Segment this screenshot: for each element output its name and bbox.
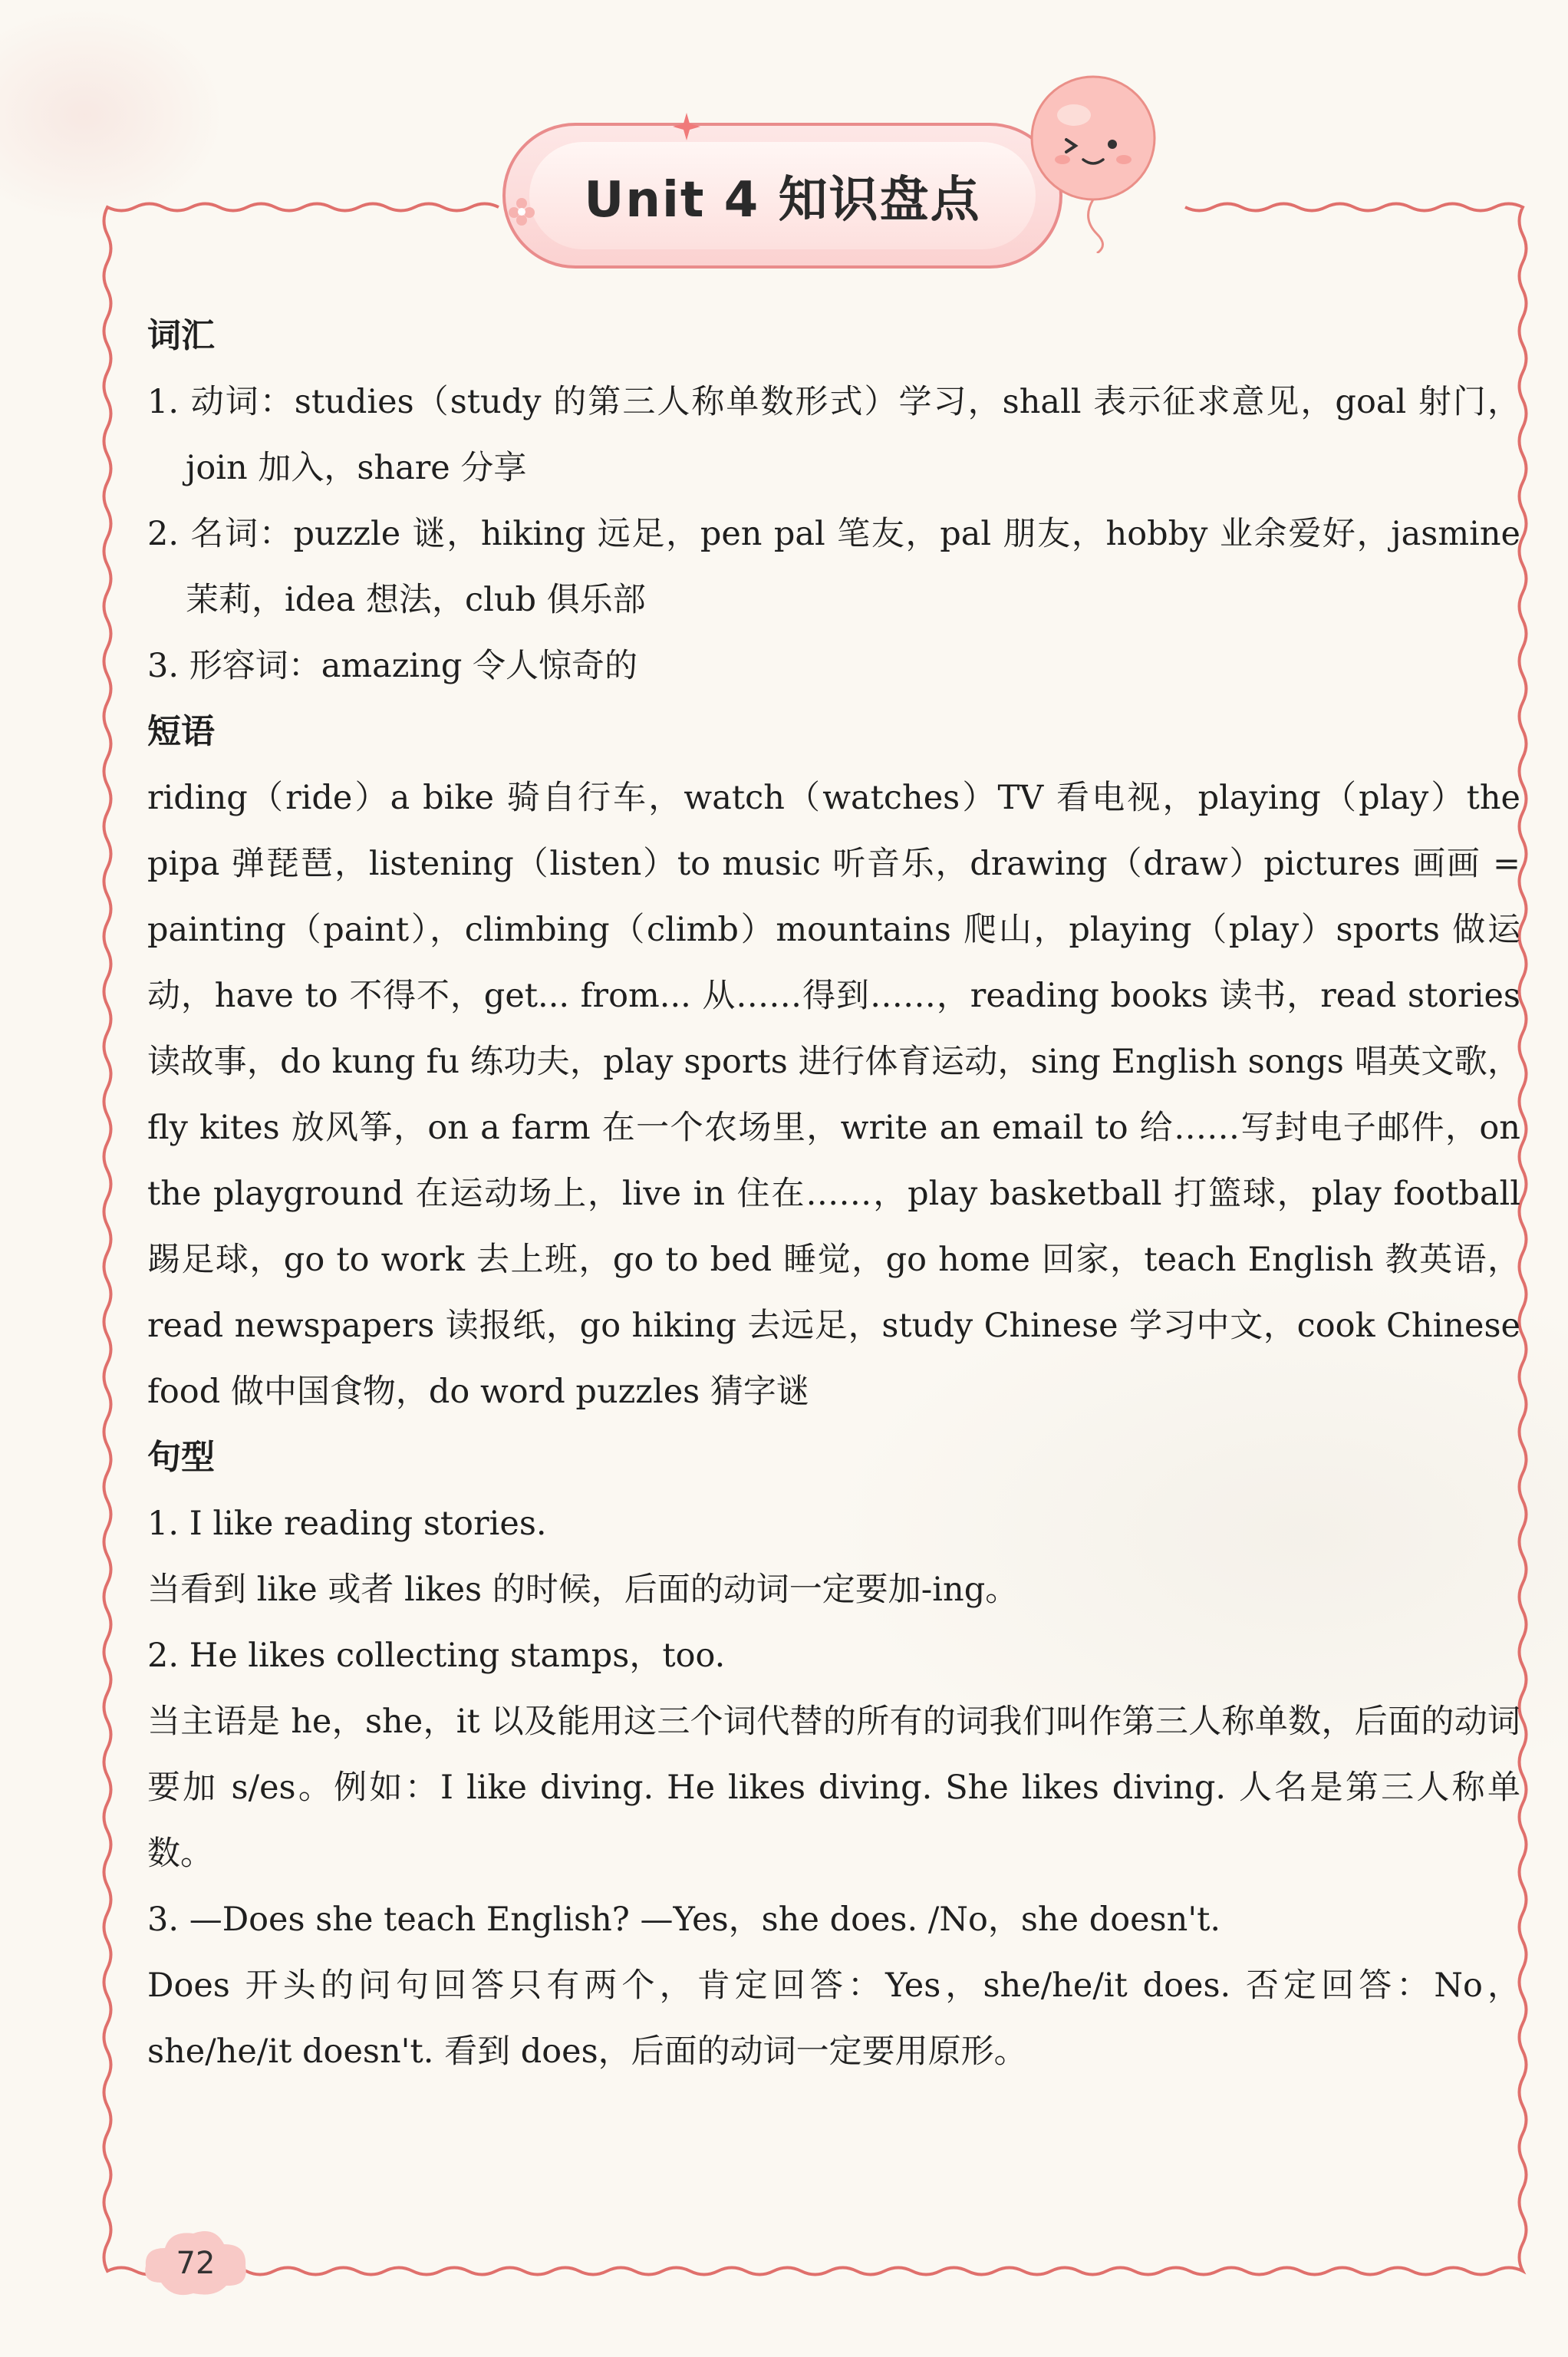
sentence-example-1: 1. I like reading stories. xyxy=(147,1505,547,1543)
page-number: 72 xyxy=(176,2246,216,2281)
vocab-item-nouns: 2. 名词：puzzle 谜，hiking 远足，pen pal 笔友，pal 朋友，hobby 业余爱好，jasmine 茉莉，idea 想法，club 俱乐部 xyxy=(147,515,1520,619)
sentence-example-2: 2. He likes collecting stamps，too. xyxy=(147,1637,726,1675)
page-number-badge xyxy=(138,2221,253,2306)
balloon-mascot-icon xyxy=(1020,69,1166,253)
flower-icon xyxy=(506,196,537,226)
vocab-item-adjectives: 3. 形容词：amazing 令人惊奇的 xyxy=(147,647,638,685)
section-heading-vocab: 词汇 xyxy=(147,316,215,355)
section-heading-sentences: 句型 xyxy=(147,1438,215,1477)
section-heading-phrases: 短语 xyxy=(147,712,215,751)
phrases-text: riding（ride）a bike 骑自行车，watch（watches）TV 看电视，playing（play）the pipa 弹琵琶，listening（listen）to music 听音乐，drawing（draw）pictures 画画 = painting（paint），climbing（climb）mountains 爬山，playing（play）sports 做运动，have to 不得不，get... from... 从……得到……，reading books 读书，read stories 读故事，do kung fu 练功夫，play sports 进行体育运动，sing English songs 唱英文歌，fly kites 放风筝，on a farm 在一个农场里，write an email to 给……写封电子邮件，on the playground 在运动场上，live in 住在……，play basketball 打篮球，play football 踢足球，go to work 去上班，go to bed 睡觉，go home 回家，teach English 教英语，read newspapers 读报纸，go hiking 去远足，study Chinese 学习中文，cook Chinese food 做中国食物，do word puzzles 猜字谜 xyxy=(147,779,1520,1411)
vocab-item-verbs: 1. 动词：studies（study 的第三人称单数形式）学习，shall 表示征求意见，goal 射门，join 加入，share 分享 xyxy=(147,383,1520,487)
sparkle-icon xyxy=(671,111,702,142)
page-title: Unit 4 知识盘点 xyxy=(584,172,981,229)
sentence-note-1: 当看到 like 或者 likes 的时候，后面的动词一定要加-ing。 xyxy=(147,1571,1019,1609)
sentence-note-3: Does 开头的问句回答只有两个，肯定回答：Yes，she/he/it does. 否定回答：No，she/he/it doesn't. 看到 does，后面的动词一定要用原形。 xyxy=(147,1966,1520,2071)
sentence-example-3: 3. —Does she teach English? —Yes，she does. /No，she doesn't. xyxy=(147,1900,1221,1939)
sentence-note-2: 当主语是 he，she，it 以及能用这三个词代替的所有的词我们叫作第三人称单数，后面的动词要加 s/es。例如：I like diving. He likes diving. She likes diving. 人名是第三人称单数。 xyxy=(147,1703,1520,1873)
knowledge-content xyxy=(147,303,1520,2085)
